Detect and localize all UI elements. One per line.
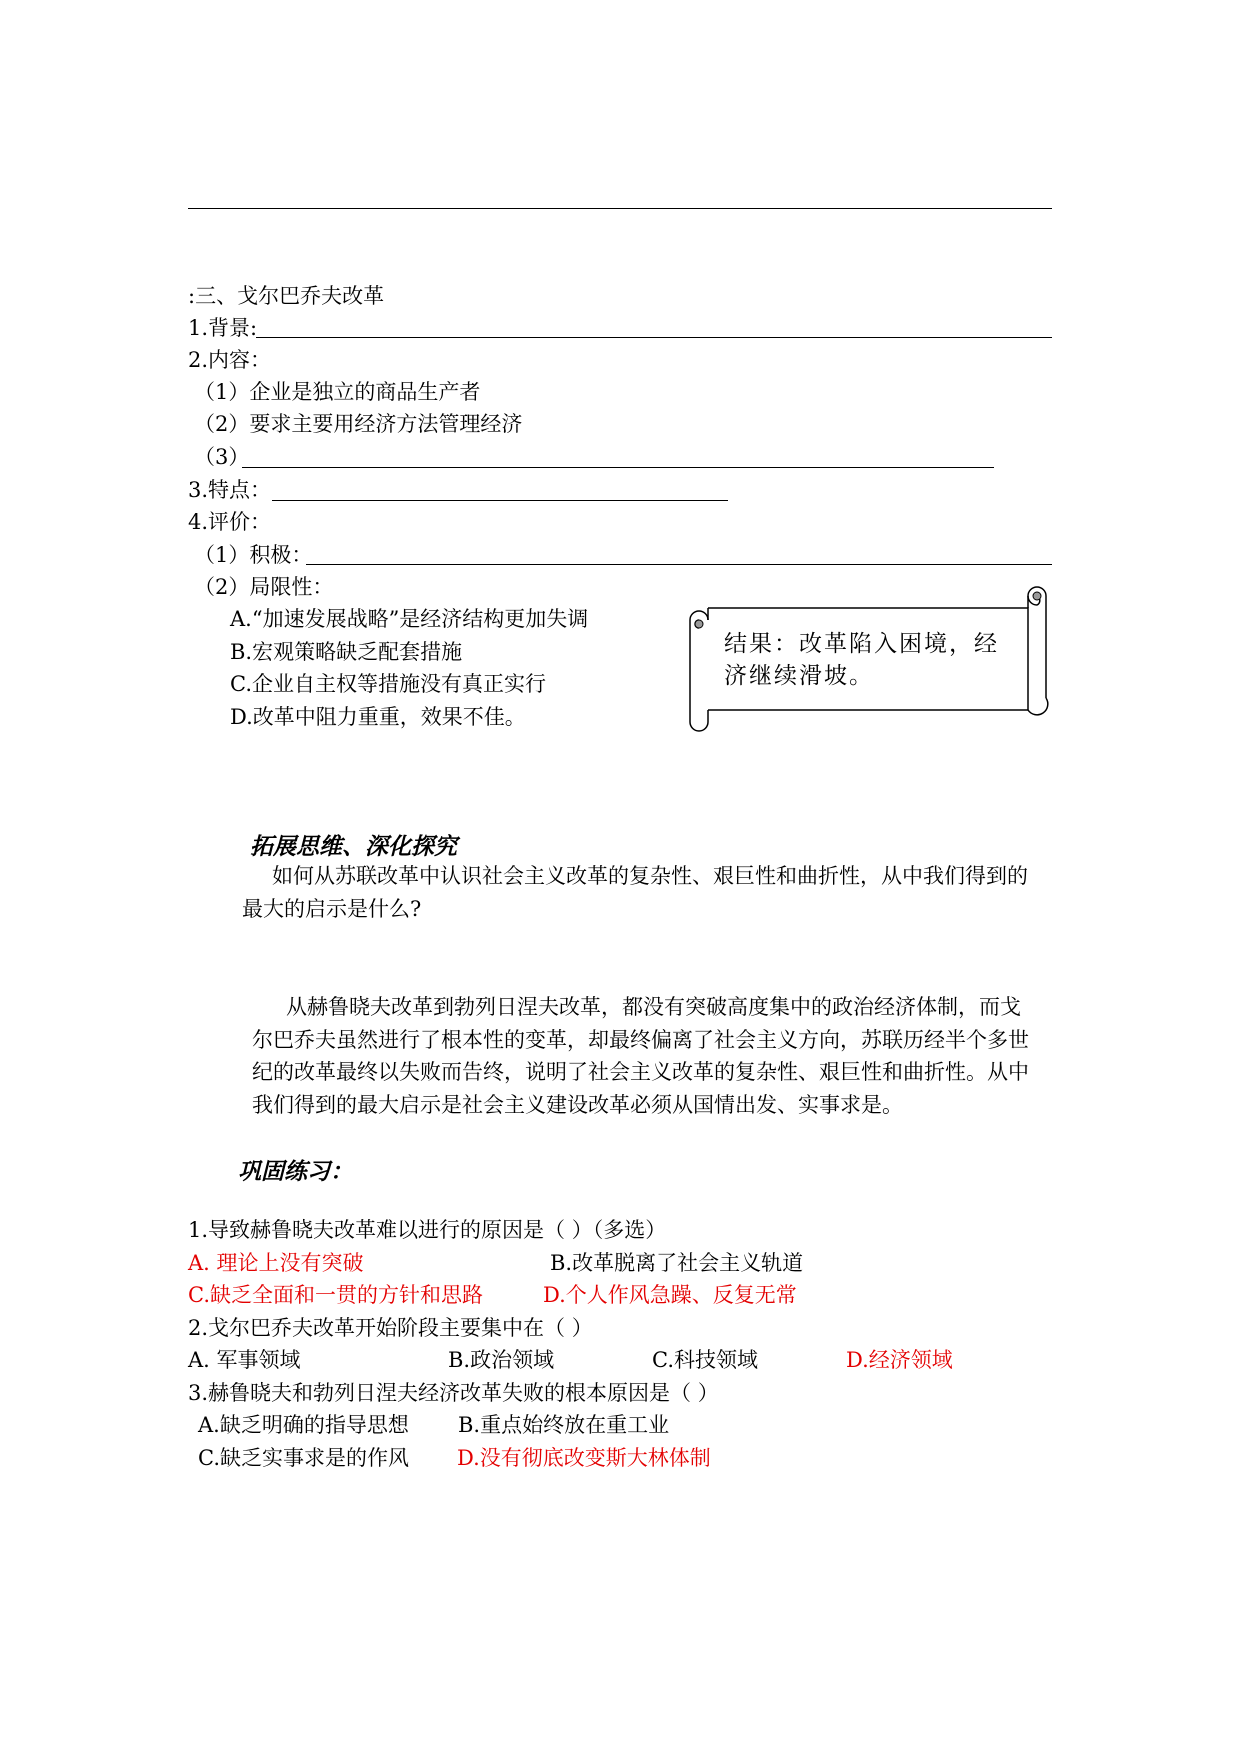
background-blank[interactable]	[256, 337, 1052, 338]
scroll-note-line-1: 结果：改革陷入困境，经	[724, 631, 999, 657]
explore-heading: 拓展思维、深化探究	[250, 833, 457, 860]
explore-question-line-2: 最大的启示是什么?	[242, 897, 422, 921]
explore-answer-line-1: 从赫鲁晓夫改革到勃列日涅夫改革，都没有突破高度集中的政治经济体制，而戈	[286, 995, 1021, 1019]
background-label: 1.背景:	[188, 316, 258, 340]
content-item-1: （1）企业是独立的商品生产者	[194, 380, 481, 404]
q1-option-d: D.个人作风急躁、反复无常	[543, 1283, 797, 1307]
content-item-3: （3）	[194, 445, 250, 469]
limitation-a: A.“加速发展战略”是经济结构更加失调	[230, 607, 589, 631]
content-label: 2.内容：	[188, 348, 272, 372]
q1-stem: 1.导致赫鲁晓夫改革难以进行的原因是（ ）（多选）	[188, 1218, 667, 1242]
q3-option-a: A.缺乏明确的指导思想	[198, 1413, 409, 1437]
content-item-3-blank[interactable]	[242, 467, 994, 468]
features-blank[interactable]	[272, 500, 728, 501]
content-item-2: （2）要求主要用经济方法管理经济	[194, 412, 523, 436]
q1-option-c: C.缺乏全面和一贯的方针和思路	[188, 1283, 483, 1307]
q3-option-b: B.重点始终放在重工业	[458, 1413, 670, 1437]
q2-option-b: B.政治领域	[448, 1348, 555, 1372]
q3-option-c: C.缺乏实事求是的作风	[198, 1446, 409, 1470]
q2-option-c: C.科技领域	[652, 1348, 758, 1372]
limitation-label: （2）局限性：	[194, 575, 334, 599]
q1-option-a: A. 理论上没有突破	[188, 1251, 364, 1275]
explore-answer-line-2: 尔巴乔夫虽然进行了根本性的变革，却最终偏离了社会主义方向，苏联历经半个多世	[252, 1028, 1029, 1052]
q2-option-d: D.经济领域	[846, 1348, 953, 1372]
limitation-c: C.企业自主权等措施没有真正实行	[230, 672, 546, 696]
section-title: :三、戈尔巴乔夫改革	[188, 284, 385, 308]
header-rule	[188, 208, 1052, 209]
limitation-d: D.改革中阻力重重，效果不佳。	[230, 705, 526, 729]
limitation-b: B.宏观策略缺乏配套措施	[230, 640, 463, 664]
explore-question-line-1: 如何从苏联改革中认识社会主义改革的复杂性、艰巨性和曲折性，从中我们得到的	[272, 864, 1028, 888]
q3-option-d: D.没有彻底改变斯大林体制	[457, 1446, 711, 1470]
practice-heading: 巩固练习：	[238, 1158, 353, 1185]
scroll-note-line-2: 济继续滑坡。	[724, 663, 874, 689]
positive-label: （1）积极：	[194, 543, 313, 567]
features-label: 3.特点：	[188, 478, 272, 502]
explore-answer-line-4: 我们得到的最大启示是社会主义建设改革必须从国情出发、实事求是。	[252, 1093, 903, 1117]
q2-stem: 2.戈尔巴乔夫改革开始阶段主要集中在（ ）	[188, 1316, 593, 1340]
explore-answer-line-3: 纪的改革最终以失败而告终，说明了社会主义改革的复杂性、艰巨性和曲折性。从中	[252, 1060, 1029, 1084]
q2-option-a: A. 军事领域	[188, 1348, 301, 1372]
q1-option-b: B.改革脱离了社会主义轨道	[550, 1251, 804, 1275]
evaluation-label: 4.评价：	[188, 510, 272, 534]
q3-stem: 3.赫鲁晓夫和勃列日涅夫经济改革失败的根本原因是（ ）	[188, 1381, 719, 1405]
positive-blank[interactable]	[306, 564, 1052, 565]
